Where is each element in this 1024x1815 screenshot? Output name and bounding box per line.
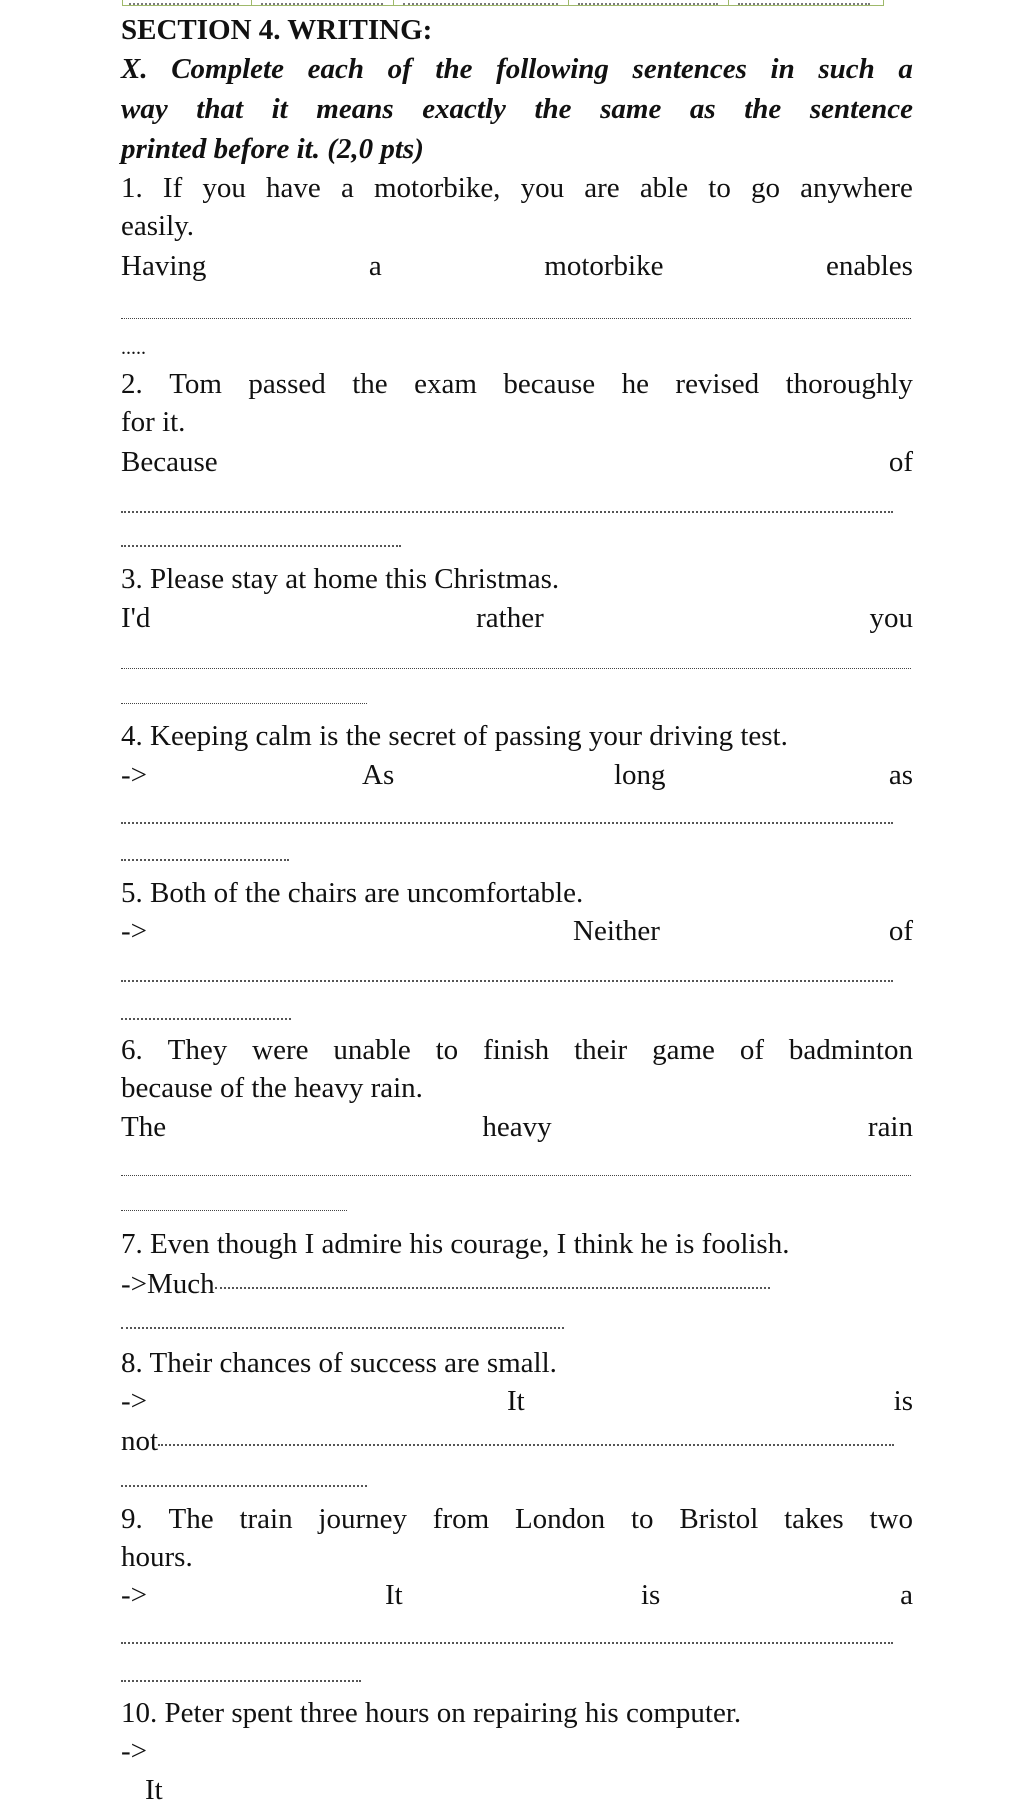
- prompt-word: ->Much: [121, 1268, 215, 1300]
- word: enables: [826, 250, 913, 282]
- prompt-word: long: [614, 759, 666, 791]
- prompt-word: as: [888, 759, 913, 791]
- answer-line[interactable]: [121, 1210, 347, 1211]
- word: Having: [121, 250, 207, 282]
- question-3-line-1: 3. Please stay at home this Christmas.: [121, 563, 560, 595]
- word: thoroughly: [785, 368, 913, 400]
- table-cell-divider: [251, 0, 252, 5]
- question-8-prompt-2: [121, 1423, 913, 1459]
- prompt-word: It: [507, 1385, 525, 1417]
- word: game: [652, 1034, 715, 1066]
- answer-line[interactable]: [121, 703, 367, 704]
- word: are: [584, 172, 620, 204]
- word: passed: [248, 368, 326, 400]
- answer-line[interactable]: [121, 668, 911, 669]
- dotted-fill: [403, 1, 558, 5]
- word: to: [630, 1503, 654, 1535]
- word: London: [514, 1503, 606, 1535]
- word: motorbike,: [373, 172, 501, 204]
- question-2-prompt: [121, 444, 913, 480]
- word: Complete: [171, 53, 284, 85]
- word: in: [770, 53, 795, 85]
- word: were: [252, 1034, 309, 1066]
- word: X.: [121, 53, 148, 85]
- word: you: [202, 172, 246, 204]
- word: If: [162, 172, 183, 204]
- word: you: [520, 172, 565, 204]
- prompt-word: is: [893, 1385, 913, 1417]
- word: badminton: [788, 1034, 913, 1066]
- word: a: [340, 172, 354, 204]
- word: go: [751, 172, 780, 204]
- word: exactly: [422, 93, 506, 125]
- answer-line[interactable]: [121, 980, 893, 982]
- answer-line[interactable]: [121, 859, 289, 861]
- answer-line[interactable]: [215, 1287, 770, 1289]
- word: exam: [414, 368, 477, 400]
- word: two: [869, 1503, 913, 1535]
- word: 9.: [121, 1503, 143, 1535]
- word: Bristol: [679, 1503, 759, 1535]
- table-cell-divider: [568, 0, 569, 5]
- question-9-line-2: hours.: [121, 1541, 193, 1573]
- question-7-prompt: [121, 1266, 913, 1302]
- answer-line[interactable]: [121, 1327, 564, 1329]
- word: way: [121, 93, 168, 125]
- instruction-line-3: printed before it. (2,0 pts): [121, 133, 424, 165]
- question-1-tail-dots: .....: [121, 337, 146, 359]
- word: 2.: [121, 368, 143, 400]
- question-1-prompt: [121, 248, 913, 284]
- word: heavy: [482, 1111, 552, 1143]
- word: have: [266, 172, 321, 204]
- question-7-line-1: 7. Even though I admire his courage, I think he is foolish.: [121, 1228, 790, 1260]
- table-border-remnant: [122, 0, 884, 6]
- word: Tom: [169, 368, 222, 400]
- word: a: [368, 250, 382, 282]
- prompt-word: Neither: [573, 915, 660, 947]
- prompt-word: ->: [121, 1579, 148, 1611]
- word: their: [574, 1034, 628, 1066]
- word: The: [121, 1111, 167, 1143]
- word: revised: [675, 368, 760, 400]
- question-9-line-1: [121, 1501, 913, 1537]
- word: journey: [318, 1503, 407, 1535]
- answer-line[interactable]: [158, 1444, 894, 1446]
- word: it: [271, 93, 288, 125]
- answer-line[interactable]: [121, 822, 893, 824]
- word: to: [435, 1034, 459, 1066]
- word: able: [639, 172, 689, 204]
- question-4-line-1: 4. Keeping calm is the secret of passing your driving test.: [121, 720, 788, 752]
- word: as: [689, 93, 716, 125]
- word: 6.: [121, 1034, 143, 1066]
- word: a: [898, 53, 913, 85]
- word: 1.: [121, 172, 143, 204]
- section-title: SECTION 4. WRITING:: [121, 14, 433, 46]
- word: such: [818, 53, 875, 85]
- question-1-line-1: [121, 170, 913, 206]
- answer-line[interactable]: [121, 545, 401, 547]
- dotted-fill: [261, 1, 383, 5]
- instruction-line-1: [121, 51, 913, 87]
- word: train: [239, 1503, 293, 1535]
- answer-line[interactable]: [121, 1018, 291, 1020]
- word: Because: [121, 446, 218, 478]
- answer-line[interactable]: [121, 1485, 367, 1487]
- word: the: [534, 93, 572, 125]
- word: of: [387, 53, 412, 85]
- question-3-prompt: [121, 600, 913, 636]
- word: means: [316, 93, 394, 125]
- word: the: [435, 53, 473, 85]
- question-10-prompt: ->: [121, 1735, 148, 1767]
- word: because: [503, 368, 596, 400]
- word: finish: [483, 1034, 550, 1066]
- prompt-word: ->: [121, 1385, 148, 1417]
- answer-line[interactable]: [121, 1642, 893, 1644]
- prompt-word: of: [888, 915, 913, 947]
- dotted-fill: [129, 1, 239, 5]
- question-2-line-2: for it.: [121, 406, 186, 438]
- prompt-word: As: [362, 759, 395, 791]
- question-2-line-1: [121, 366, 913, 402]
- prompt-word: ->: [121, 915, 148, 947]
- table-cell-divider: [728, 0, 729, 5]
- word: same: [600, 93, 662, 125]
- instruction-line-2: [121, 91, 913, 127]
- prompt-word: ->: [121, 759, 148, 791]
- question-6-line-1: [121, 1032, 913, 1068]
- question-6-line-2: because of the heavy rain.: [121, 1072, 423, 1104]
- question-5-line-1: 5. Both of the chairs are uncomfortable.: [121, 877, 584, 909]
- question-1-line-2: easily.: [121, 210, 195, 242]
- word: They: [167, 1034, 228, 1066]
- word: you: [869, 602, 913, 634]
- word: motorbike: [544, 250, 664, 282]
- word: to: [708, 172, 731, 204]
- dotted-fill: [578, 1, 718, 5]
- answer-line[interactable]: [121, 511, 893, 513]
- dotted-fill: [738, 1, 870, 5]
- prompt-word: not: [121, 1425, 159, 1457]
- answer-line[interactable]: [121, 318, 911, 319]
- word: of: [888, 446, 913, 478]
- word: that: [196, 93, 244, 125]
- word: The: [168, 1503, 214, 1535]
- word: he: [621, 368, 649, 400]
- word: each: [307, 53, 364, 85]
- word: of: [739, 1034, 765, 1066]
- word: rather: [476, 602, 544, 634]
- prompt-word: a: [900, 1579, 913, 1611]
- word: following: [496, 53, 609, 85]
- answer-line[interactable]: [121, 1680, 361, 1682]
- question-6-prompt: [121, 1109, 913, 1145]
- word: takes: [784, 1503, 844, 1535]
- word: anywhere: [800, 172, 913, 204]
- word: from: [432, 1503, 490, 1535]
- prompt-word: is: [641, 1579, 661, 1611]
- table-cell-divider: [393, 0, 394, 5]
- word: I'd: [121, 602, 151, 634]
- word: the: [352, 368, 388, 400]
- question-8-line-1: 8. Their chances of success are small.: [121, 1347, 557, 1379]
- word: rain: [867, 1111, 913, 1143]
- word: sentence: [809, 93, 913, 125]
- word: sentences: [632, 53, 747, 85]
- answer-line[interactable]: [121, 1175, 911, 1176]
- word: the: [744, 93, 782, 125]
- word: unable: [333, 1034, 411, 1066]
- prompt-word: It: [385, 1579, 403, 1611]
- question-10-next: It: [145, 1774, 163, 1806]
- question-10-line-1: 10. Peter spent three hours on repairing his computer.: [121, 1697, 742, 1729]
